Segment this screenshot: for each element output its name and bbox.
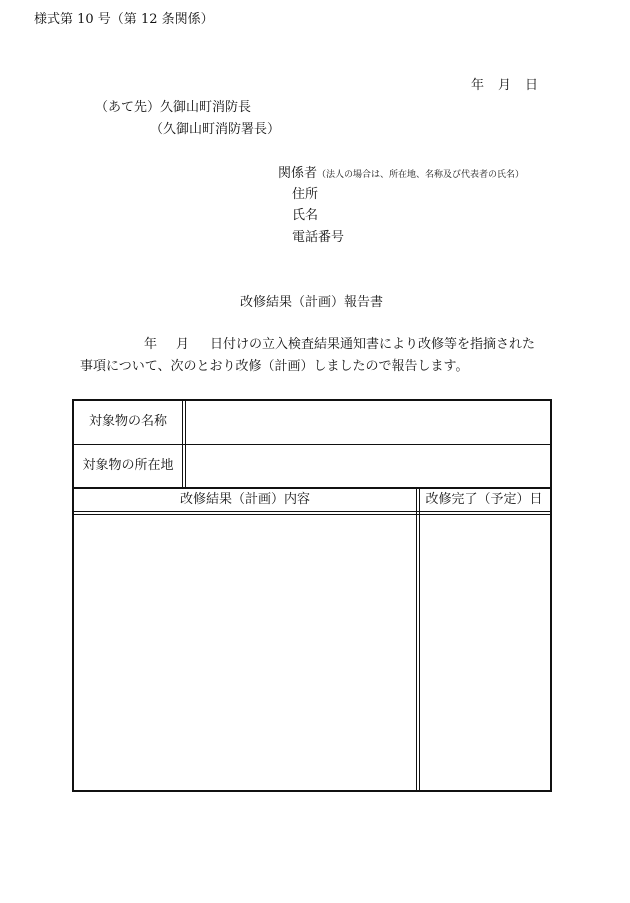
- completion-column-divider: [416, 489, 417, 790]
- object-name-label: 対象物の名称: [88, 414, 167, 429]
- party-address-label: 住所: [292, 187, 319, 202]
- header-divider-double: [74, 514, 550, 515]
- body-line2: 事項について、次のとおり改修（計画）しましたので報告します。: [80, 359, 469, 374]
- body-year: 年: [144, 337, 158, 352]
- form-number: 様式第 10 号（第 12 条関係）: [34, 12, 214, 27]
- party-section: [278, 166, 524, 183]
- recipient-line1: （あて先）久御山町消防長: [95, 100, 252, 115]
- party-label: 関係者: [278, 166, 318, 181]
- date-year: 年: [471, 78, 485, 93]
- label-column-divider: [182, 401, 183, 488]
- row-divider-thick: [74, 487, 550, 489]
- recipient-line2: （久御山町消防署長）: [150, 122, 281, 137]
- party-note: （法人の場合は、所在地、名称及び代表者の氏名）: [317, 170, 525, 180]
- date-day: 日: [525, 78, 539, 93]
- row-divider: [74, 444, 550, 445]
- label-column-divider-double: [185, 401, 186, 488]
- body-line1-rest: 日付けの立入検査結果通知書により改修等を指摘された: [210, 337, 536, 352]
- result-header: 改修結果（計画）内容: [179, 492, 310, 507]
- party-name-label: 氏名: [292, 208, 319, 223]
- object-location-label: 対象物の所在地: [82, 458, 174, 473]
- party-phone-label: 電話番号: [292, 230, 345, 245]
- completion-header: 改修完了（予定）日: [425, 492, 543, 507]
- document-title: 改修結果（計画）報告書: [240, 295, 384, 310]
- date-month: 月: [498, 78, 512, 93]
- header-divider: [74, 511, 550, 512]
- completion-column-divider-double: [419, 489, 420, 790]
- body-month: 月: [176, 337, 190, 352]
